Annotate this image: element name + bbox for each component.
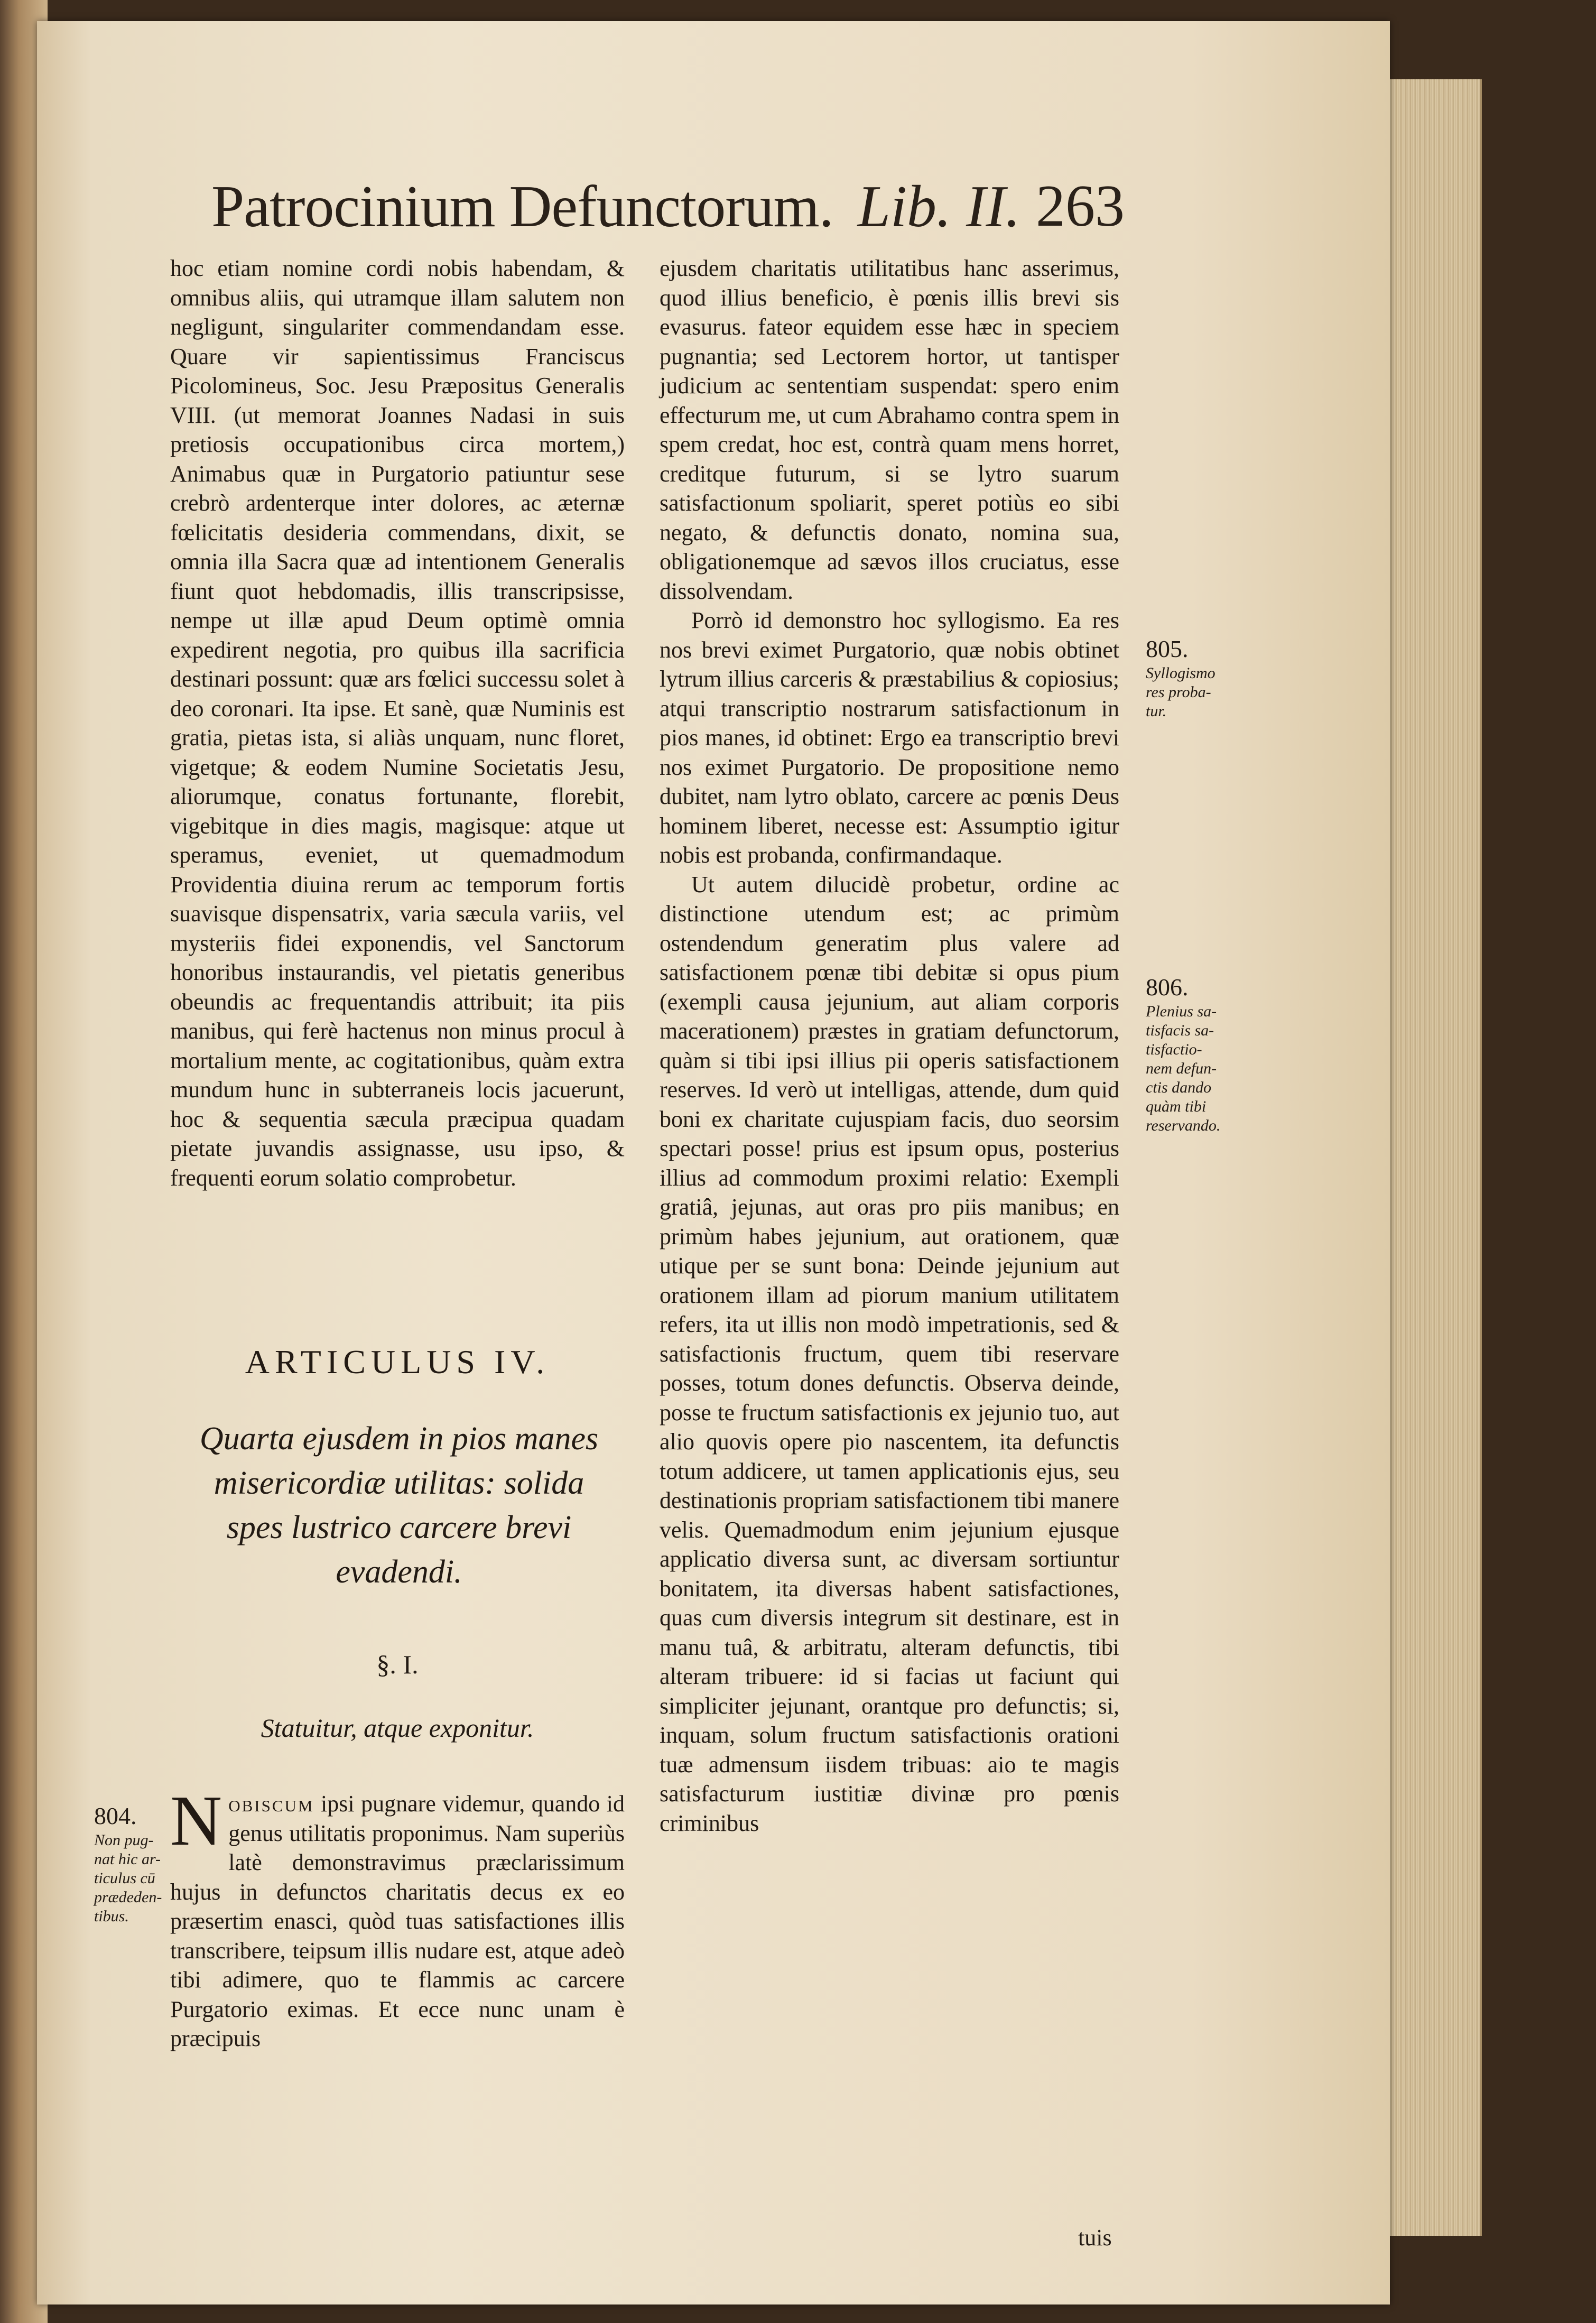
margin-note-text: Non pug- nat hic ar- ticulus cū prædeden- tibus.	[94, 1831, 162, 1925]
margin-note-text: Plenius sa- tisfacis sa- tisfactio- nem defun- ctis dando quàm tibi reservando.	[1146, 1003, 1221, 1134]
section-paragraph	[170, 1781, 625, 2053]
section-mark: §. I.	[376, 1650, 419, 1679]
section-title: Statuitur, atque exponitur.	[261, 1713, 534, 1743]
section-paragraph-text: ipsi pugnare videmur, quando id genus utilitatis proponimus. Nam superiùs latè demonstravimus præclarissimum hujus in defunctos charitatis decus ex eo præsertim enasci, quòd tuas satisfactiones illis transcribere, teipsum illis nudare est, atque adeò tibi adimere, quo te flammis ac carcere Purgatorio eximas. Et ecce nunc unam è præcipuis	[170, 1791, 625, 2051]
margin-note-805	[1146, 634, 1267, 721]
right-paragraph-3: Ut autem dilucidè probetur, ordine ac distinctione utendum est; ac primùm ostendendum generatim plus valere ad satisfactionem pœnæ tibi debitæ si opus pium (exempli causa jejunium, aut aliam corporis macerationem) præstes in gratiam defunctorum, quàm si tibi ipsi illius pii operis satisfactionem reserves. Id verò ut intelligas, attende, dum quid boni ex charitate cujuspiam facis, duo seorsim spectari posse! prius est ipsum opus, posterius illius ad commodum proximi relatio: Exempli gratiâ, jejunas, aut oras pro piis manibus; en primùm habes jejunium, aut orationem, quæ utique per se sunt bona: Deinde jejunium aut orationem illam ad piorum manium utilitatem refers, ita ut illis non modò impetrationis, sed & satisfactionis fructum, quem tibi reservare posses, totum dones defunctis. Observa deinde, posse te fructum satisfactionis ex jejunio tuo, aut alio quovis opere pio nascentem, ita defunctis totum addicere, ut tamen applicationis ejus, seu destinationis propriam satisfactionem tibi manere velis. Quemadmodum enim jejunium ejusque applicatio diversa sunt, ac diversam sortiuntur bonitatem, ita diversas habent satisfactiones, quas cum diversis integrum sit destinare, est in manu tuâ, & arbitratu, alteram defunctis, tibi alteram tribuere: id si facias ut faciunt qui simpliciter jejunant, orantque pro defunctis; si, inquam, solum fructum satisfactionis orationi tuæ admensum iisdem tribuas: aio te magis satisfacturum iustitiæ divinæ pro pœnis criminibus	[660, 871, 1119, 1836]
right-paragraph-1: ejusdem charitatis utilitatibus hanc asserimus, quod illius beneficio, è pœnis illis brevi sis evasurus. fateor equidem esse hæc in speciem pugnantia; sed Lectorem hortor, ut tantisper judicium ac sententiam suspendat: spero enim effecturum me, ut cum Abrahamo contra spem in spem credat, hoc est, contrà quam mens horret, creditque futurum, si se lytro suarum satisfactionum spoliarit, speret potiùs eo sibi negato, & defunctis donato, nomina sua, obligationemque ad sævos illos cruciatus, esse dissolvendam.	[660, 255, 1119, 604]
margin-note-number: 806.	[1146, 974, 1189, 1001]
margin-note-number: 805.	[1146, 635, 1189, 662]
right-column	[660, 254, 1119, 1838]
margin-note-806	[1146, 973, 1267, 1135]
margin-note-text: Syllogismo res proba- tur.	[1146, 664, 1215, 720]
lead-words: obiscum	[228, 1791, 314, 1817]
article-heading: ARTICULUS IV.	[245, 1343, 550, 1381]
running-head	[211, 169, 1163, 243]
right-paragraph-2: Porrò id demonstro hoc syllogismo. Ea res nos brevi eximet Purgatorio, quæ nobis obtinet lytrum illius carceris & præstabilius & copiosius; atqui transcriptio nostrarum satisfactionum in pios manes, id obtinet: Ergo ea transcriptio brevi nos eximet Purgatorio. De propositione nemo dubitet, nam lytro oblato, carcere ac pœnis Deus hominem liberet, necesse est: Assumptio igitur nobis est probanda, confirmandaque.	[660, 607, 1119, 868]
page-number: 263	[1036, 173, 1125, 239]
running-head-title: Patrocinium Defunctorum.	[211, 174, 833, 239]
left-column-section-text	[170, 1781, 625, 2053]
margin-note-804	[94, 1801, 173, 1926]
catchword: tuis	[1078, 2225, 1112, 2251]
left-column	[170, 254, 625, 1192]
margin-note-number: 804.	[94, 1802, 137, 1829]
article-subtitle: Quarta ejusdem in pios manes misericordiæ utilitas: solida spes lustrico carcere brevi evadendi.	[199, 1421, 599, 1590]
left-column-paragraph: hoc etiam nomine cordi nobis habendam, & omnibus aliis, qui utramque illam salutem non negligunt, singulariter commendandam esse. Quare vir sapientissimus Franciscus Picolomineus, Soc. Jesu Præpositus Generalis VIII. (ut memorat Joannes Nadasi in suis pretiosis occupationibus circa mortem,) Animabus quæ in Purgatorio patiuntur sese crebrò ardenterque inter dolores, ac æternæ fœlicitatis desideria commendans, dixit, se omnia illa Sacra quæ ad intentionem Generalis fiunt quot hebdomadis, illis transcripsisse, nempe ut illæ apud Deum optimè omnia expedirent negotia, pro quibus illa sacrificia destinari possunt: quæ ars fœlici successu solet à deo coronari. Ita ipse. Et sanè, quæ Numinis est gratia, pietas ista, si aliàs unquam, nunc floret, vigetque; & eodem Numine Societatis Jesu, aliorumque, conatus fortunante, florebit, vigebitque in dies magis, magisque: atque ut speramus, eveniet, ut quemadmodum Providentia diuina rerum ac temporum fortis suavisque dispensatrix, varia sæcula variis, vel mysteriis fidei exponendis, vel Sanctorum honoribus instaurandis, vel pietatis generibus obeundis ac frequentandis attribuit; ita piis manibus, qui ferè hactenus non minus procul à mortalium mente, ac cogitationibus, quàm extra mundum hunc in subterraneis locis jacuerunt, hoc & sequentia sæcula præcipua quadam pietate juvandis assignasse, usu ipso, & frequenti eorum solatio comprobetur.	[170, 255, 625, 1191]
drop-cap: N	[170, 1781, 222, 1861]
running-head-book: Lib. II.	[857, 174, 1020, 239]
